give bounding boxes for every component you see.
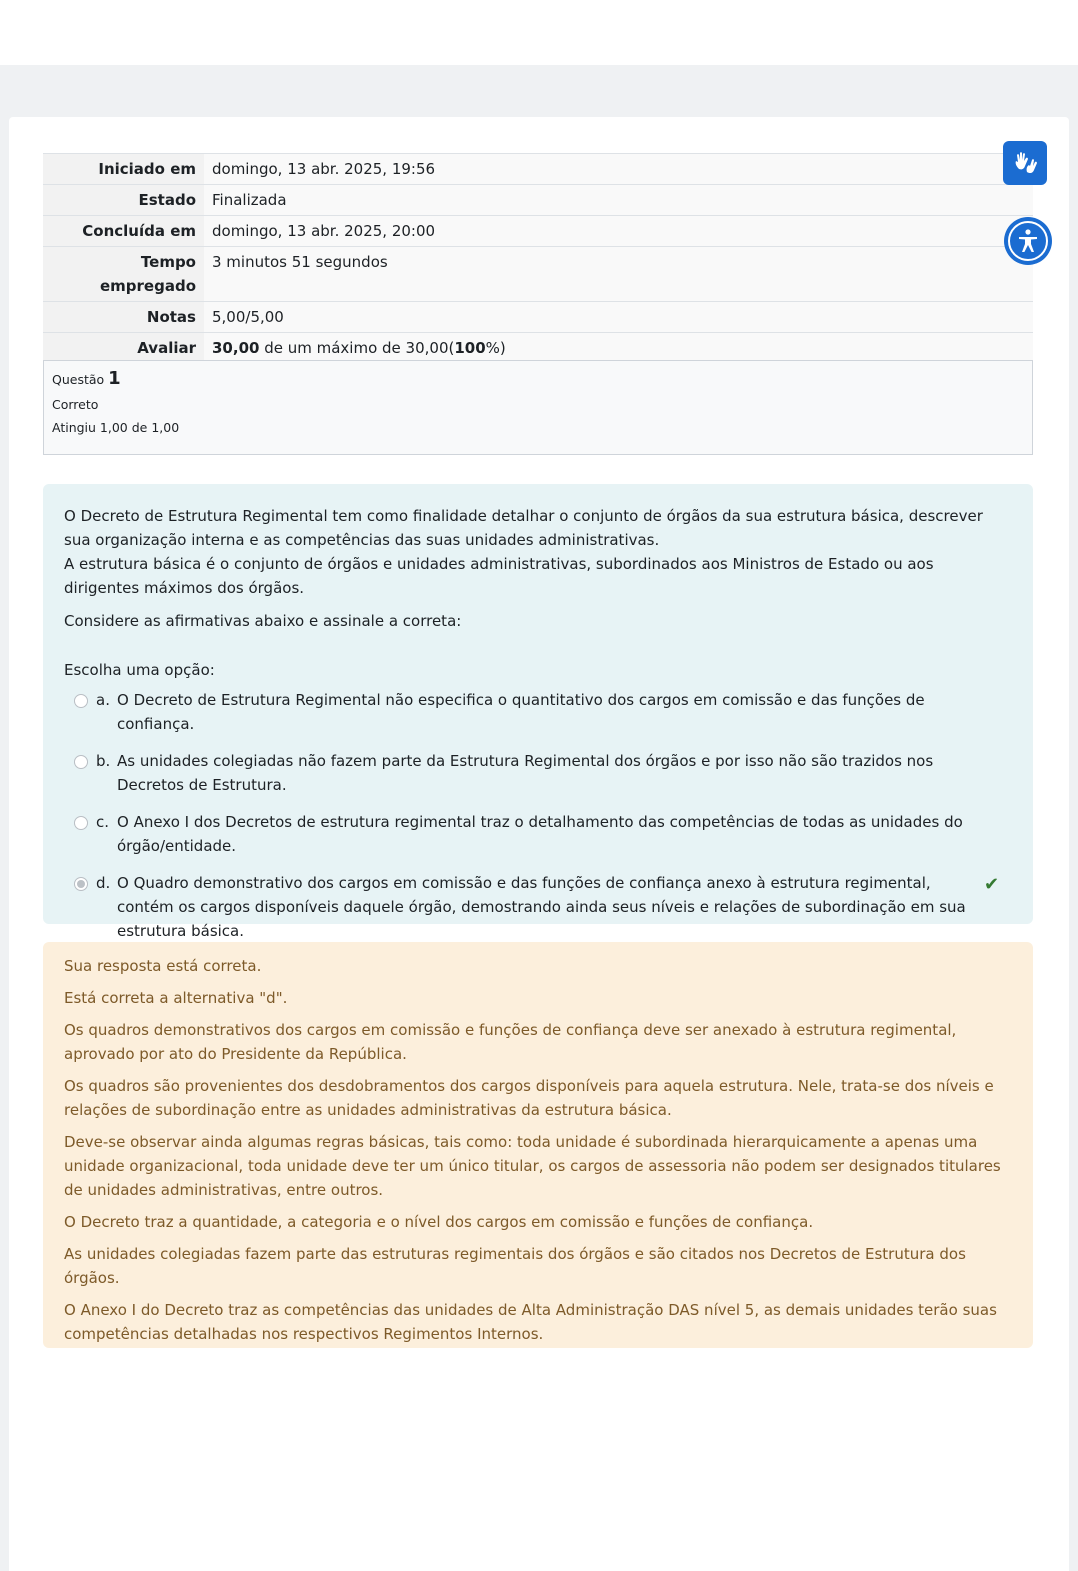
answer-option-a[interactable] — [64, 688, 1012, 736]
question-instruction: Considere as afirmativas abaixo e assinale a correta: — [64, 612, 462, 630]
summary-grade-value — [204, 333, 1033, 364]
question-grade: Atingiu 1,00 de 1,00 — [52, 420, 180, 435]
sign-language-button[interactable] — [1003, 141, 1047, 185]
accessibility-person-icon — [1016, 228, 1040, 254]
grade-end: %) — [485, 339, 506, 357]
radio-button[interactable] — [74, 694, 88, 708]
summary-row-state — [43, 185, 1033, 216]
question-info-box — [43, 360, 1033, 455]
feedback-line: Sua resposta está correta. — [64, 957, 262, 975]
top-navbar — [0, 0, 1078, 65]
grade-middle: de um máximo de 30,00( — [259, 339, 455, 357]
option-text: O Decreto de Estrutura Regimental não especifica o quantitativo dos cargos em comissão e das funções de confiança. — [117, 691, 925, 733]
summary-row-marks — [43, 302, 1033, 333]
summary-label: Estado — [43, 185, 204, 216]
feedback-line: O Anexo I do Decreto traz as competências das unidades de Alta Administração DAS nível 5, as demais unidades terão suas competências detalhadas nos respectivos Regimentos Internos. — [64, 1301, 997, 1343]
feedback-line: Está correta a alternativa "d". — [64, 989, 288, 1007]
attempt-summary-table — [43, 153, 1033, 363]
question-state: Correto — [52, 397, 99, 412]
summary-value: 3 minutos 51 segundos — [204, 247, 1033, 302]
question-text-1: O Decreto de Estrutura Regimental tem como finalidade detalhar o conjunto de órgãos da sua estrutura básica, descrever sua organização interna e as competências das suas unidades administrativas. — [64, 507, 983, 549]
grade-score: 30,00 — [212, 339, 260, 357]
answer-option-d[interactable] — [64, 871, 1012, 943]
radio-button[interactable] — [74, 816, 88, 830]
summary-label: Notas — [43, 302, 204, 333]
summary-row-completed — [43, 216, 1033, 247]
question-number-value: 1 — [108, 368, 121, 389]
feedback-line: Os quadros são provenientes dos desdobramentos dos cargos disponíveis para aquela estrutura. Nele, trata-se dos níveis e relações de subordinação entre as unidades administrativas da estrutura básica. — [64, 1077, 994, 1119]
summary-row-started — [43, 154, 1033, 185]
answer-prompt: Escolha uma opção: — [64, 661, 215, 679]
accessibility-ring — [1008, 221, 1048, 261]
question-number — [52, 369, 1024, 390]
correct-check-icon: ✔ — [984, 874, 1000, 895]
feedback-line: Os quadros demonstrativos dos cargos em comissão e funções de confiança deve ser anexado à estrutura regimental, aprovado por ato do Presidente da República. — [64, 1021, 957, 1063]
option-text: O Quadro demonstrativo dos cargos em comissão e das funções de confiança anexo à estrutura regimental, contém os cargos disponíveis daquele órgão, demostrando ainda seus níveis e relações de subordinação em sua estrutura básica. — [117, 874, 966, 940]
grade-percent: 100 — [454, 339, 486, 357]
feedback-line: O Decreto traz a quantidade, a categoria e o nível dos cargos em comissão e funções de confiança. — [64, 1213, 814, 1231]
feedback-line: As unidades colegiadas fazem parte das estruturas regimentais dos órgãos e são citados nos Decretos de Estrutura dos órgãos. — [64, 1245, 966, 1287]
hand-sign-icon — [1011, 149, 1039, 177]
option-letter: b. — [96, 752, 111, 770]
summary-label: Concluída em — [43, 216, 204, 247]
feedback-line: Deve-se observar ainda algumas regras básicas, tais como: toda unidade é subordinada hierarquicamente a apenas uma unidade organizacional, toda unidade deve ter um único titular, os cargos de assessoria não podem ser designados titulares de unidades administrativas, entre outros. — [64, 1133, 1001, 1199]
summary-row-time-taken — [43, 247, 1033, 302]
summary-label: Iniciado em — [43, 154, 204, 185]
radio-button-selected[interactable] — [74, 877, 88, 891]
answer-option-c[interactable] — [64, 810, 1012, 858]
answer-options — [64, 688, 1012, 943]
summary-value: 5,00/5,00 — [204, 302, 1033, 333]
answer-option-b[interactable] — [64, 749, 1012, 797]
option-text: O Anexo I dos Decretos de estrutura regimental traz o detalhamento das competências de todas as unidades do órgão/entidade. — [117, 813, 963, 855]
summary-label: Tempo empregado — [43, 247, 204, 302]
question-prefix: Questão — [52, 372, 105, 387]
radio-button[interactable] — [74, 755, 88, 769]
option-letter: d. — [96, 874, 111, 892]
option-letter: c. — [96, 813, 110, 831]
summary-value: domingo, 13 abr. 2025, 19:56 — [204, 154, 1033, 185]
summary-row-grade — [43, 333, 1033, 364]
feedback-box — [43, 942, 1033, 1348]
summary-value: domingo, 13 abr. 2025, 20:00 — [204, 216, 1033, 247]
summary-label: Avaliar — [43, 333, 204, 364]
summary-value: Finalizada — [204, 185, 1033, 216]
accessibility-button[interactable] — [1004, 217, 1052, 265]
question-text-2: A estrutura básica é o conjunto de órgãos e unidades administrativas, subordinados aos Ministros de Estado ou aos dirigentes máximos dos órgãos. — [64, 555, 934, 597]
option-text: As unidades colegiadas não fazem parte da Estrutura Regimental dos órgãos e por isso não são trazidos nos Decretos de Estrutura. — [117, 752, 934, 794]
question-formulation — [43, 484, 1033, 940]
option-letter: a. — [96, 691, 110, 709]
